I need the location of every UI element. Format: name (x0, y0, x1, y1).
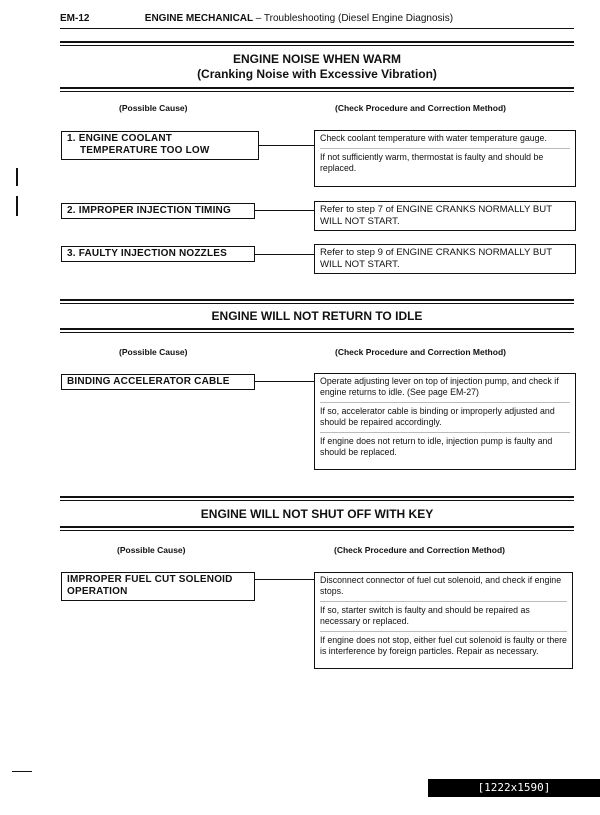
procedure-box (314, 572, 573, 669)
watermark-bar: [1222x1590] https://upic.me/ (428, 779, 600, 797)
procedure-text: Refer to step 7 of ENGINE CRANKS NORMALLY BUT WILL NOT START. (320, 204, 552, 227)
section-title-main: ENGINE WILL NOT RETURN TO IDLE (211, 309, 423, 323)
procedure-text: Check coolant temperature with water temperature gauge. (320, 133, 547, 143)
connector-line (255, 210, 314, 211)
cause-box (61, 131, 259, 160)
procedure-text: Refer to step 9 of ENGINE CRANKS NORMALLY BUT WILL NOT START. (320, 247, 552, 270)
page-header (60, 13, 580, 24)
procedure-header: (Check Procedure and Correction Method) (335, 347, 506, 357)
cause-box (61, 246, 255, 262)
cause-label: 1. ENGINE COOLANT (67, 133, 173, 144)
procedure-box (314, 201, 576, 231)
cause-label: IMPROPER FUEL CUT SOLENOID (67, 574, 233, 585)
procedure-text: If so, starter switch is faulty and should be repaired as necessary or replaced. (320, 601, 567, 627)
section-title (60, 507, 574, 522)
margin-mark (16, 168, 18, 186)
procedure-header: (Check Procedure and Correction Method) (335, 103, 506, 113)
possible-cause-header: (Possible Cause) (117, 545, 186, 555)
cause-box (61, 374, 255, 390)
section-title (60, 309, 574, 324)
possible-cause-header: (Possible Cause) (119, 103, 188, 113)
section-divider (60, 526, 574, 531)
section-title-main: ENGINE NOISE WHEN WARM (232, 52, 401, 66)
cause-label: 3. FAULTY INJECTION NOZZLES (67, 248, 228, 259)
cause-box (61, 203, 255, 219)
section-divider (60, 41, 574, 46)
section-title (60, 52, 574, 82)
procedure-text: If engine does not return to idle, injection pump is faulty and should be replaced. (320, 432, 570, 458)
margin-mark (16, 196, 18, 216)
connector-line (255, 579, 314, 580)
connector-line (255, 381, 314, 382)
procedure-header: (Check Procedure and Correction Method) (334, 545, 505, 555)
section-title-sub: (Cranking Noise with Excessive Vibration) (197, 67, 437, 81)
section-divider (60, 299, 574, 304)
procedure-box (314, 130, 576, 187)
cause-label: BINDING ACCELERATOR CABLE (67, 376, 230, 387)
possible-cause-header: (Possible Cause) (119, 347, 188, 357)
procedure-box (314, 244, 576, 274)
cause-label: 2. IMPROPER INJECTION TIMING (67, 205, 231, 216)
chapter-title: ENGINE MECHANICAL (144, 13, 253, 24)
page-number: EM-12 (60, 13, 90, 24)
procedure-box (314, 373, 576, 470)
procedure-text: Disconnect connector of fuel cut solenoid, and check if engine stops. (320, 575, 562, 596)
procedure-text: If so, accelerator cable is binding or improperly adjusted and should be repaired accordingly. (320, 402, 570, 428)
section-title-main: ENGINE WILL NOT SHUT OFF WITH KEY (200, 507, 434, 521)
connector-line (255, 254, 314, 255)
section-divider (60, 87, 574, 92)
section-divider (60, 496, 574, 501)
cause-label-continued: OPERATION (67, 586, 128, 597)
procedure-text: Operate adjusting lever on top of injection pump, and check if engine returns to idle. (See page EM-27) (320, 376, 559, 397)
section-divider (60, 328, 574, 333)
corner-mark (12, 771, 32, 772)
cause-label-continued: TEMPERATURE TOO LOW (80, 145, 210, 156)
cause-box (61, 572, 255, 601)
procedure-text: If not sufficiently warm, thermostat is faulty and should be replaced. (320, 148, 570, 174)
chapter-subtitle: – Troubleshooting (Diesel Engine Diagnosis) (255, 13, 454, 24)
header-rule (60, 28, 574, 29)
procedure-text: If engine does not stop, either fuel cut solenoid is faulty or there is interference by foreign particles. Repair as necessary. (320, 631, 567, 657)
connector-line (259, 145, 314, 146)
